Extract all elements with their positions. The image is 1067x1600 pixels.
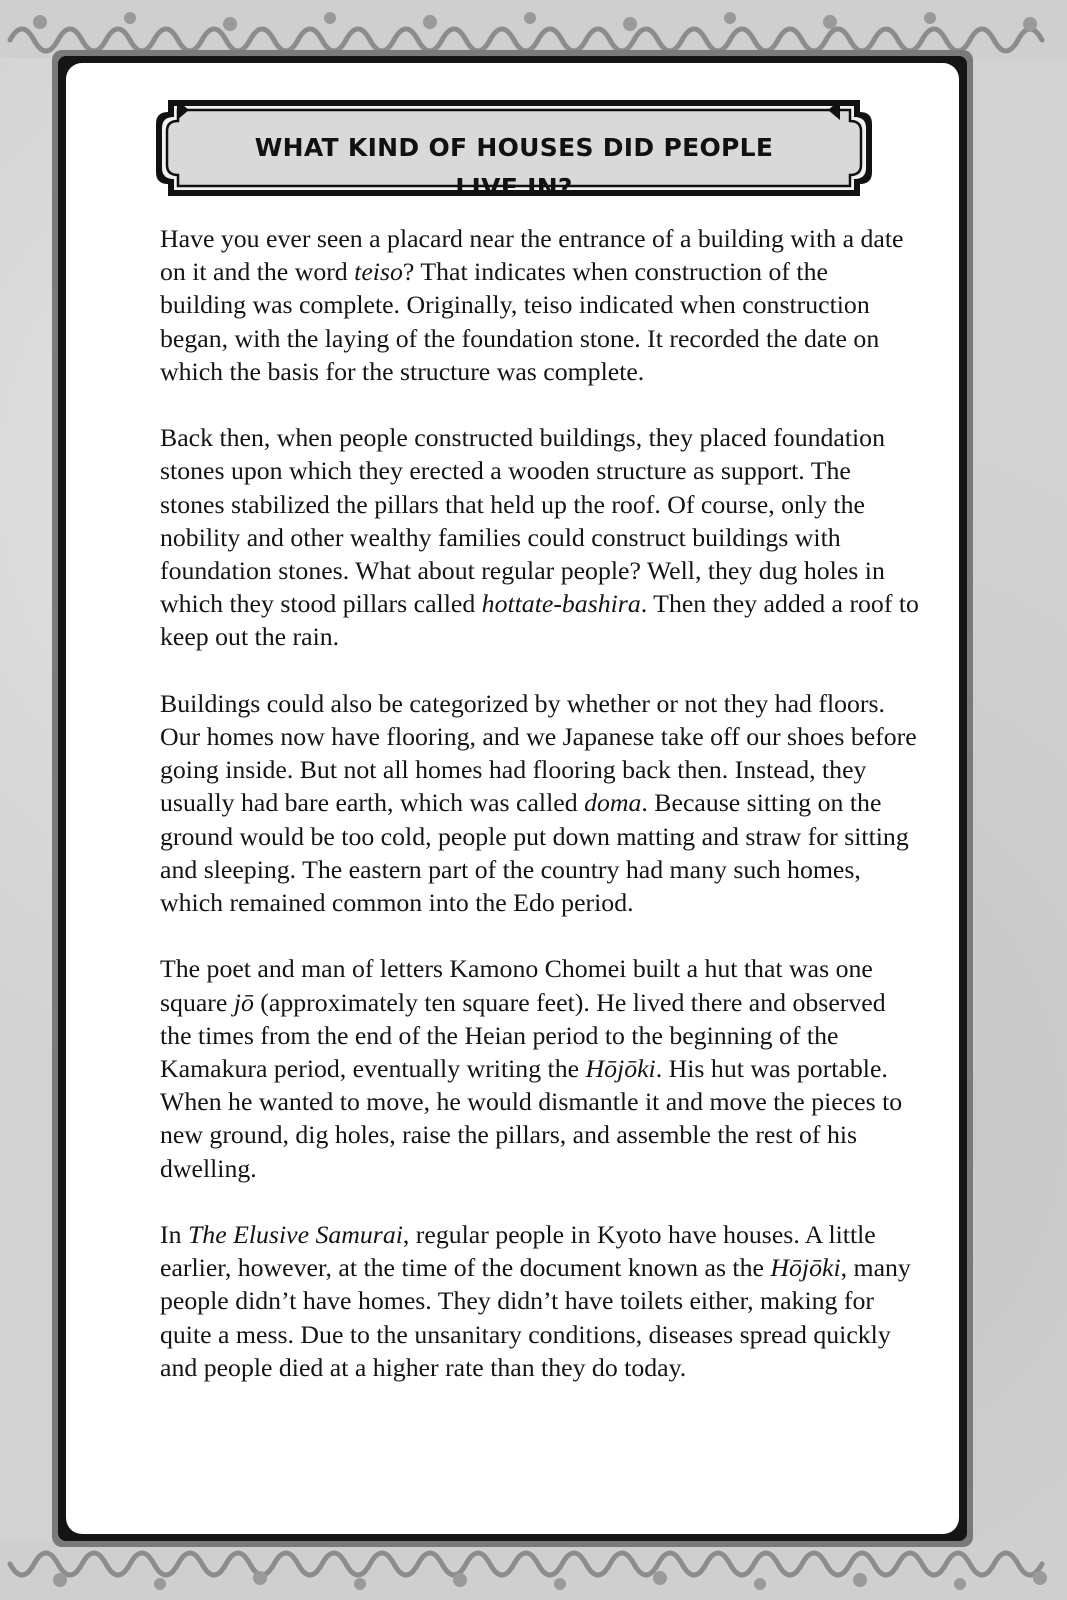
heading-banner [154,98,874,202]
text-run: . Because sitting on the ground would be too cold, people put down matting and straw for sitting and sleeping. The eastern part of the country had many such homes, which remained common into the Edo period. [160,788,909,918]
paragraph-5 [160,1218,920,1384]
triangle-right-icon [175,98,191,122]
text-run: The poet and man of letters Kamono Chomei built a hut that was one square [160,954,873,1017]
italic-title: The Elusive Samurai [187,1220,403,1250]
paragraph-3 [160,687,920,919]
triangle-left-icon [826,98,842,122]
text-run: , regular people in Kyoto have houses. A little earlier, however, at the time of the document known as the [160,1220,876,1283]
text-run: , many people didn’t have homes. They didn’t have toilets either, making for quite a mess. Due to the unsanitary conditions, diseases spread quickly and people died at a higher rate than they do today. [160,1253,911,1382]
article-body [160,222,920,1417]
italic-title: Hōjōki [770,1253,841,1283]
text-run: . Then they added a roof to keep out the rain. [160,589,919,652]
text-run: . His hut was portable. When he wanted to move, he would dismantle it and move the pieces to new ground, dig holes, raise the pillars, and assemble the rest of his dwelling. [160,1054,903,1183]
italic-term: hottate-bashira [481,589,641,619]
text-run: ? That indicates when construction of the building was complete. Originally, teiso indicated when construction began, with the laying of the foundation stone. It recorded the date on which the basis for the structure was complete. [160,257,880,386]
italic-term: doma [584,788,642,818]
page-title: WHAT KIND OF HOUSES DID PEOPLE LIVE IN? [254,133,774,202]
paragraph-4 [160,952,920,1184]
text-run: Have you ever seen a placard near the entrance of a building with a date on it and the word [160,224,904,287]
italic-term: teiso [354,257,403,287]
text-run: Back then, when people constructed buildings, they placed foundation stones upon which they erected a wooden structure as support. The stones stabilized the pillars that held up the roof. Of course, only the nobility and other wealthy families could construct buildings with foundation stones. What about regular people? Well, they dug holes in which they stood pillars called [160,423,885,619]
italic-title: Hōjōki [585,1054,656,1084]
text-run: (approximately ten square feet). He lived there and observed the times from the end of the Heian period to the beginning of the Kamakura period, eventually writing the [160,987,886,1084]
text-run: Buildings could also be categorized by whether or not they had floors. Our homes now have flooring, and we Japanese take off our shoes before going inside. But not all homes had flooring back then. Instead, they usually had bare earth, which was called [160,688,917,818]
italic-term: jō [233,987,254,1017]
bottom-ornament-border [0,1542,1067,1600]
text-run: In [160,1220,188,1250]
paragraph-2 [160,421,920,653]
paragraph-1 [160,222,920,388]
